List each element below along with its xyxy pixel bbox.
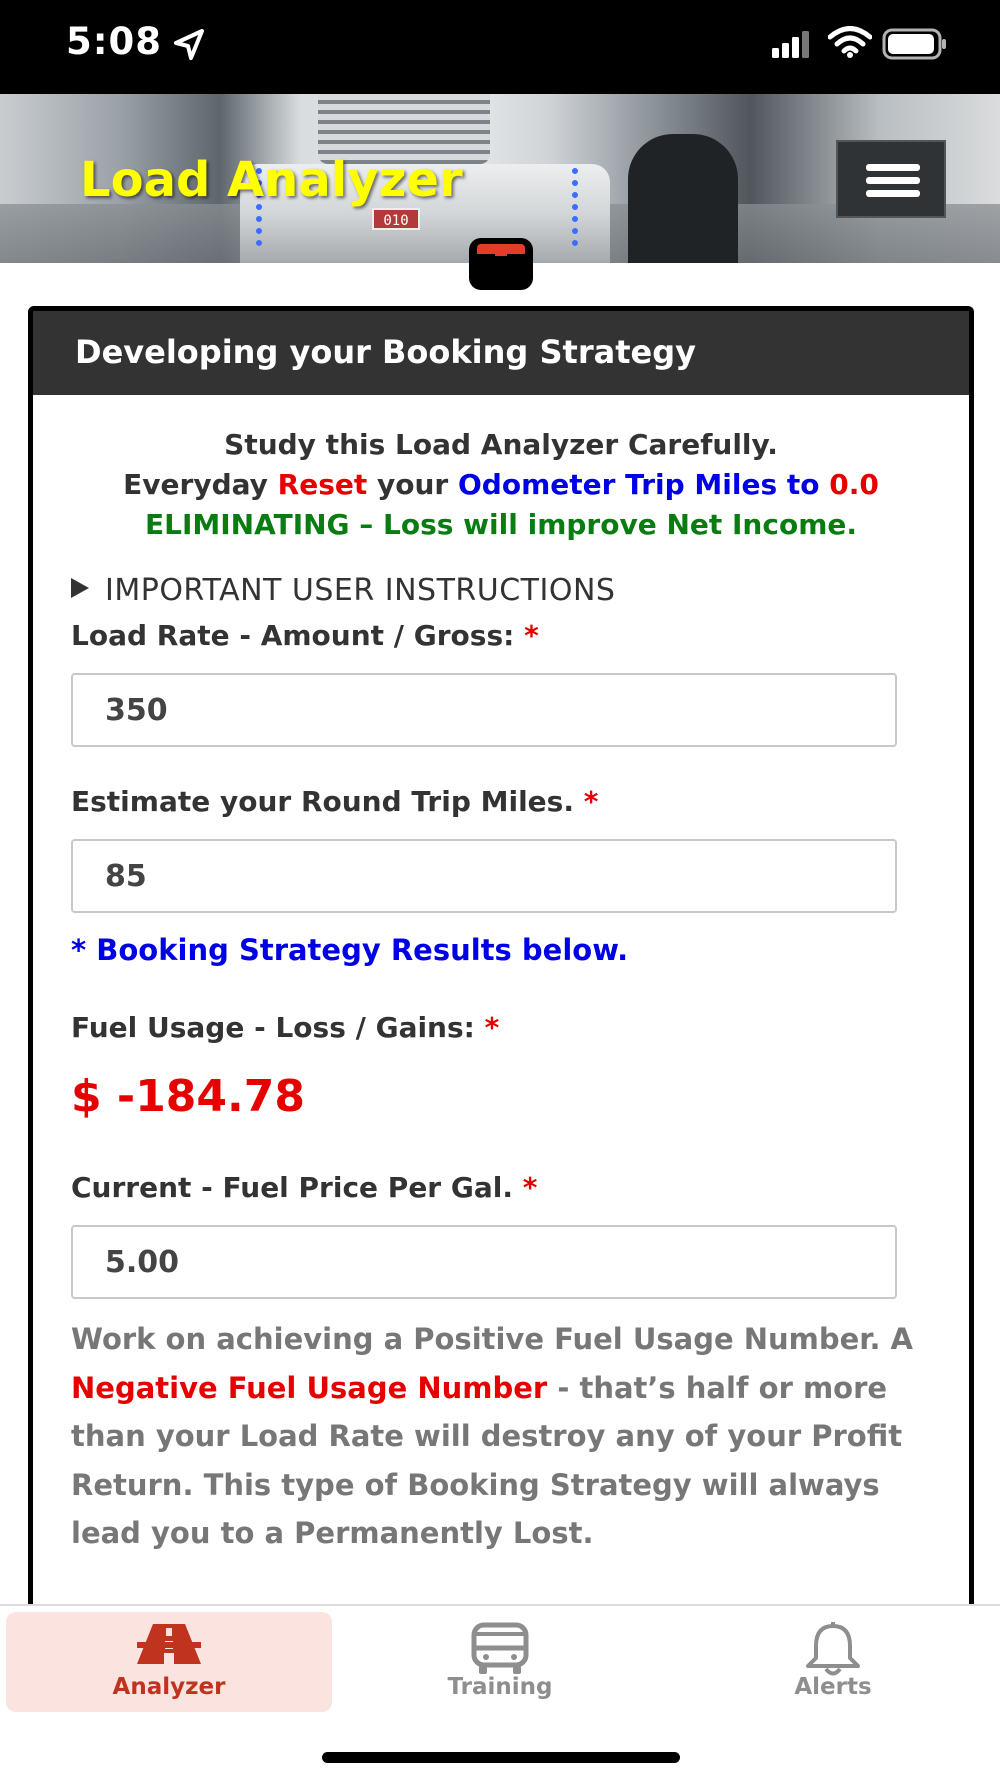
fuel-price-label — [71, 1171, 537, 1204]
description-text: - that’s half or more than your Load Rate will destroy any of your Profit Return. This type of Booking Strategy will always lead you to a Permanently Lost. — [71, 1370, 903, 1550]
fuel-usage-value: $ -184.78 — [71, 1071, 305, 1122]
location-arrow-icon — [172, 28, 206, 62]
app-title: Load Analyzer — [80, 152, 463, 208]
fuel-price-input[interactable] — [71, 1225, 897, 1299]
wifi-icon — [828, 26, 872, 58]
card-title: Developing your Booking Strategy — [75, 333, 696, 371]
tab-label: Training — [447, 1674, 553, 1700]
hamburger-menu-icon — [866, 177, 920, 184]
load-rate-input[interactable] — [71, 673, 897, 747]
intro-text — [33, 425, 969, 545]
menu-button[interactable] — [836, 140, 946, 218]
tab-label: Alerts — [794, 1674, 872, 1700]
brand-logo — [469, 238, 533, 290]
required-marker: * — [484, 1011, 500, 1044]
round-trip-label — [71, 785, 598, 818]
truck-wheel — [628, 134, 738, 263]
round-trip-miles-input[interactable] — [71, 839, 897, 913]
required-marker: * — [524, 619, 539, 652]
truck-light-right — [572, 168, 596, 246]
instructions-label: IMPORTANT USER INSTRUCTIONS — [105, 573, 616, 608]
tab-alerts[interactable] — [670, 1612, 996, 1712]
disclosure-triangle-icon — [71, 578, 89, 598]
user-instructions-toggle[interactable] — [71, 573, 615, 608]
card-header — [33, 311, 969, 395]
status-bar — [0, 0, 1000, 94]
odometer-text: Odometer Trip Miles to — [458, 468, 820, 501]
cellular-signal-icon — [772, 30, 812, 58]
intro-line-1: Study this Load Analyzer Carefully. — [224, 428, 778, 461]
round-trip-label-text: Estimate your Round Trip Miles. — [71, 785, 574, 818]
road-icon — [135, 1622, 203, 1666]
odometer-value: 0.0 — [829, 468, 879, 501]
negative-fuel-usage-text: Negative Fuel Usage Number — [71, 1370, 548, 1405]
bell-icon — [804, 1622, 862, 1678]
hamburger-menu-icon — [866, 190, 920, 197]
intro-line-3: ELIMINATING – Loss will improve Net Income. — [145, 508, 857, 541]
tab-analyzer[interactable] — [6, 1612, 332, 1712]
home-indicator — [322, 1752, 680, 1763]
bus-icon — [471, 1622, 529, 1676]
fuel-price-label-text: Current - Fuel Price Per Gal. — [71, 1171, 513, 1204]
battery-icon — [882, 28, 948, 60]
fuel-usage-label-text: Fuel Usage - Loss / Gains: — [71, 1011, 475, 1044]
fuel-usage-description — [71, 1315, 931, 1558]
intro-line-2 — [33, 465, 969, 505]
tab-training[interactable] — [337, 1612, 663, 1712]
booking-strategy-card — [28, 306, 974, 1606]
tab-label: Analyzer — [112, 1674, 226, 1700]
intro-text-segment: your — [367, 468, 458, 501]
required-marker: * — [522, 1171, 538, 1204]
results-note: * Booking Strategy Results below. — [71, 933, 629, 967]
intro-text-segment: Everyday — [123, 468, 278, 501]
hamburger-menu-icon — [866, 164, 920, 171]
load-rate-label-text: Load Rate - Amount / Gross: — [71, 619, 515, 652]
description-text: Work on achieving a Positive Fuel Usage Number. A — [71, 1322, 914, 1356]
load-rate-label — [71, 619, 539, 652]
license-plate: 010 — [372, 208, 420, 230]
fuel-usage-label — [71, 1011, 499, 1044]
required-marker: * — [583, 785, 599, 818]
reset-text: Reset — [277, 468, 368, 501]
t-logo-icon — [469, 238, 533, 290]
status-time: 5:08 — [66, 20, 163, 63]
